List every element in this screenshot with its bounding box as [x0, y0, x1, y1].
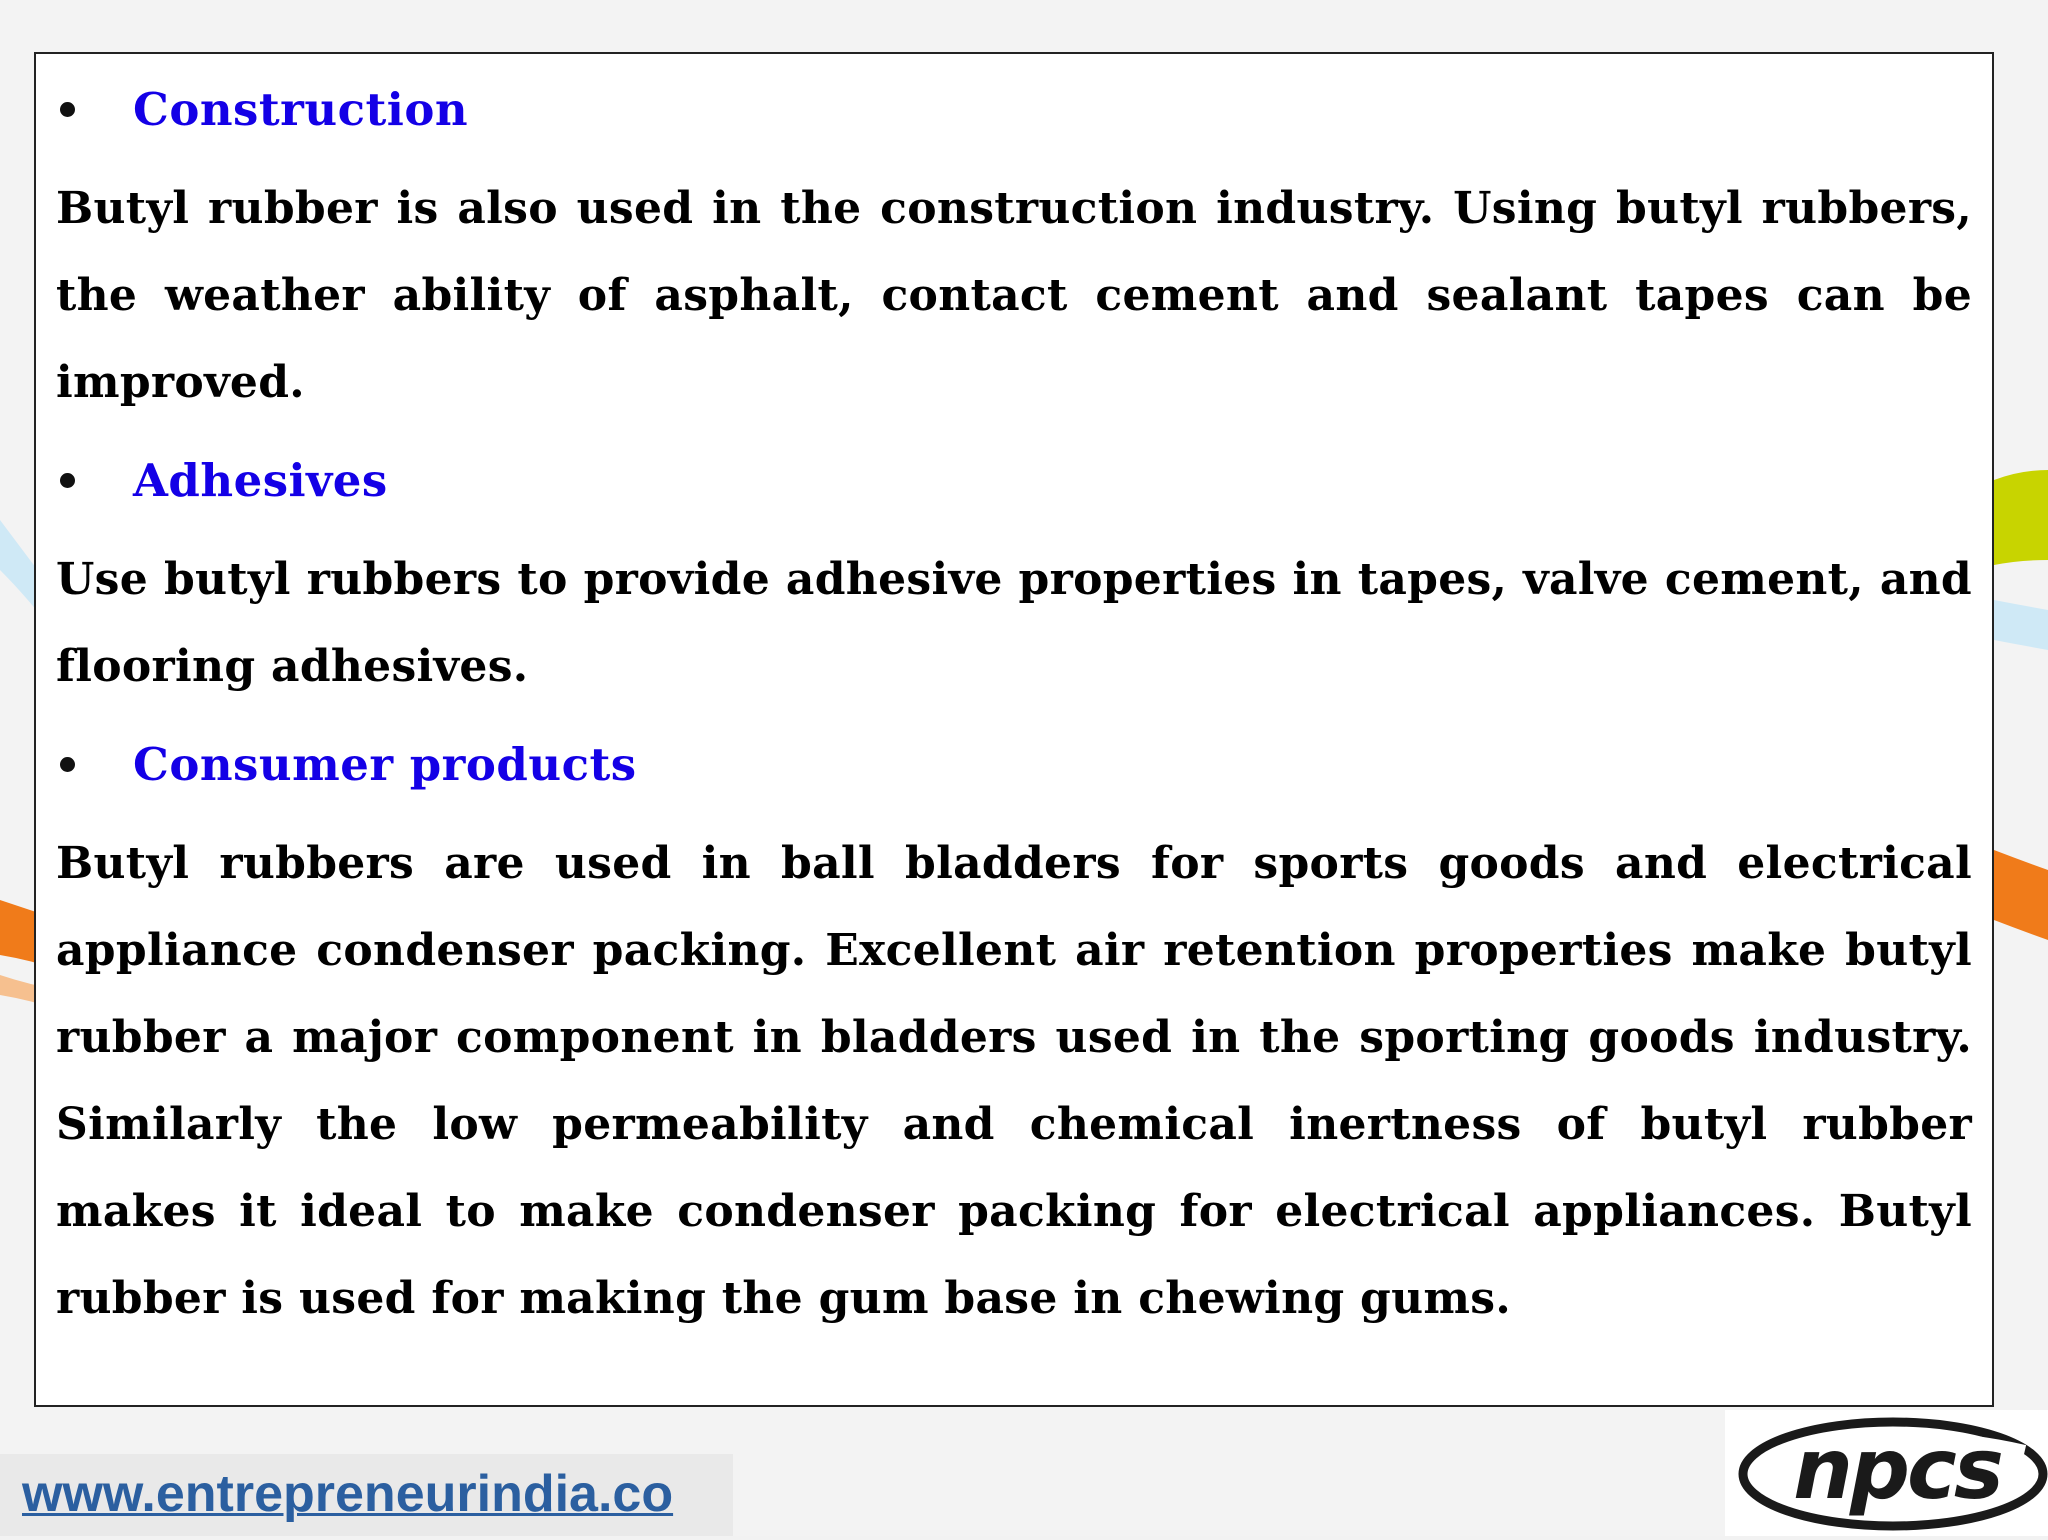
bullet-icon — [60, 102, 75, 117]
section-heading-construction — [56, 76, 1972, 142]
heading-text: Construction — [133, 82, 469, 136]
section-heading-adhesives — [56, 447, 1972, 513]
heading-text: Consumer products — [133, 737, 637, 791]
bullet-icon — [60, 757, 75, 772]
heading-text: Adhesives — [133, 453, 388, 507]
website-link[interactable]: www.entrepreneurindia.co — [22, 1465, 674, 1523]
footer-url-box — [0, 1454, 733, 1536]
section-heading-consumer-products — [56, 731, 1972, 797]
section-body-construction: Butyl rubber is also used in the construction industry. Using butyl rubbers, the weather ability of asphalt, contact cement and sealant tapes can be improved. — [56, 183, 1972, 408]
content-panel — [34, 52, 1994, 1407]
section-body-adhesives: Use butyl rubbers to provide adhesive properties in tapes, valve cement, and flooring adhesives. — [56, 554, 1972, 692]
section-body-consumer-products: Butyl rubbers are used in ball bladders for sports goods and electrical appliance condenser packing. Excellent air retention properties make butyl rubber a major component in bladders used in the sporting goods industry. Similarly the low permeability and chemical inertness of butyl rubber makes it ideal to make condenser packing for electrical appliances. Butyl rubber is used for making the gum base in chewing gums. — [56, 838, 1972, 1324]
green-swoosh-right — [1994, 470, 2048, 565]
npcs-logo-icon — [1725, 1410, 2048, 1536]
npcs-logo — [1725, 1410, 2048, 1536]
bullet-icon — [60, 473, 75, 488]
svg-text:npcs: npcs — [1793, 1420, 2001, 1518]
